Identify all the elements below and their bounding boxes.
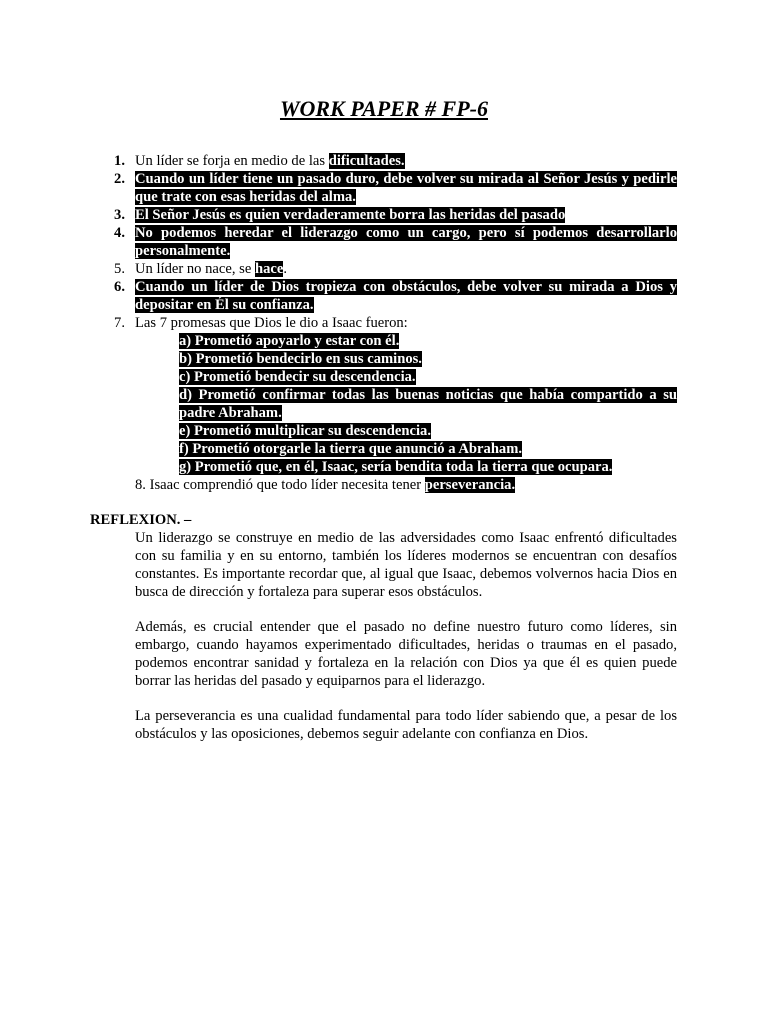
- list-number: 7.: [114, 315, 125, 331]
- list-item: 8. Isaac comprendió que todo líder necesita tener perseverancia.: [135, 477, 516, 493]
- page-title: WORK PAPER # FP-6: [279, 96, 488, 121]
- promise-item: c) Prometió bendecir su descendencia.: [179, 369, 416, 385]
- list-text: [135, 224, 677, 260]
- highlight: Cuando un líder tiene un pasado duro, debe volver su mirada al Señor Jesús y pedirle que trate con esas heridas del alma.: [135, 171, 677, 205]
- highlight: hace: [254, 261, 284, 277]
- list-number: 5.: [114, 261, 125, 277]
- list-text: [135, 170, 677, 206]
- promise-item: d) Prometió confirmar todas las buenas noticias que había compartido a su padre Abraham.: [179, 387, 677, 421]
- list-text: Un líder se forja en medio de las dificultades.: [135, 153, 405, 169]
- list-number: 4.: [114, 225, 125, 241]
- highlight: El Señor Jesús es quien verdaderamente borra las heridas del pasado: [135, 207, 566, 223]
- list-text: Un líder no nace, se hace.: [135, 261, 287, 277]
- list-number: 6.: [114, 279, 125, 295]
- paragraph: Un liderazgo se construye en medio de las adversidades como Isaac enfrentó dificultades con su familia y en su entorno, también los líderes modernos se encuentran con desafíos constantes. Es importante recordar que, al igual que Isaac, debemos volvernos hacia Dios en busca de dirección y fortaleza para superar esos obstáculos.: [135, 530, 677, 600]
- promise-item: e) Prometió multiplicar su descendencia.: [179, 423, 431, 439]
- list-number: 1.: [114, 153, 125, 169]
- highlight: Cuando un líder de Dios tropieza con obstáculos, debe volver su mirada a Dios y depositar en Él su confianza.: [135, 279, 677, 313]
- list-number: 3.: [114, 207, 125, 223]
- section-heading: REFLEXION. –: [90, 512, 192, 528]
- paragraph: La perseverancia es una cualidad fundamental para todo líder sabiendo que, a pesar de los obstáculos y las oposiciones, debemos seguir adelante con confianza en Dios.: [135, 708, 677, 742]
- promise-item: g) Prometió que, en él, Isaac, sería bendita toda la tierra que ocupara.: [179, 459, 613, 475]
- paragraph: Además, es crucial entender que el pasado no define nuestro futuro como líderes, sin embargo, cuando hayamos experimentado dificultades, heridas o traumas en el pasado, podemos encontrar sanidad y fortaleza en la relación con Dios ya que él es quien puede borrar las heridas del pasado y equiparnos para el liderazgo.: [135, 619, 677, 689]
- highlight: perseverancia.: [424, 477, 516, 493]
- highlight: No podemos heredar el liderazgo como un cargo, pero sí podemos desarrollarlo personalmente.: [135, 225, 677, 259]
- list-text: Las 7 promesas que Dios le dio a Isaac fueron:: [135, 315, 408, 331]
- list-number: 2.: [114, 171, 125, 187]
- promise-item: a) Prometió apoyarlo y estar con él.: [179, 333, 400, 349]
- promise-item: f) Prometió otorgarle la tierra que anunció a Abraham.: [179, 441, 523, 457]
- highlight: dificultades.: [328, 153, 405, 169]
- list-text: [135, 278, 677, 314]
- promise-item: b) Prometió bendecirlo en sus caminos.: [179, 351, 422, 367]
- list-text: [135, 206, 677, 224]
